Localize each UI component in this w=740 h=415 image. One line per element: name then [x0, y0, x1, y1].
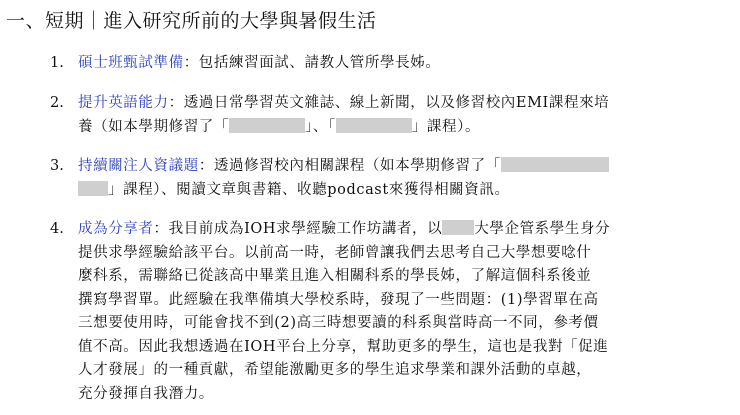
section-heading: 一、短期｜進入研究所前的大學與暑假生活 — [6, 10, 377, 32]
item-text: ：包括練習面試、請教人管所學長姊。 — [183, 55, 441, 71]
item-title: 提升英語能力 — [78, 95, 169, 111]
item-line — [78, 155, 728, 179]
item-text: 」課程）、閱讀文章與書籍、收聽podcast來獲得相關資訊。 — [108, 181, 510, 198]
item-number: 1. — [50, 55, 64, 71]
redacted-block — [501, 157, 609, 172]
item-line — [78, 179, 728, 203]
redacted-block — [229, 118, 305, 133]
item-line: 充分發揮自我潛力。 — [78, 385, 214, 402]
item-line — [78, 52, 728, 76]
item-line: 提供求學經驗給該平台。以前高一時，老師曾讓我們去思考自己大學想要唸什 — [78, 244, 592, 261]
item-line — [78, 116, 728, 140]
item-body — [78, 92, 728, 139]
item-title: 持續關注人資議題 — [78, 158, 199, 174]
item-text: 」、「 — [305, 118, 336, 135]
item-text: 大學企管系學生身分 — [474, 221, 611, 237]
item-line — [78, 92, 728, 116]
item-title: 成為分享者 — [78, 221, 154, 237]
redacted-block — [442, 220, 474, 235]
item-number: 2. — [50, 95, 64, 111]
item-line: 麼科系，需聯絡已從該高中畢業且進入相關科系的學長姊，了解這個科系後並 — [78, 268, 592, 284]
item-text: 」課程）。 — [411, 118, 481, 135]
redacted-block — [336, 118, 412, 133]
item-body — [78, 155, 728, 202]
redacted-block — [78, 181, 108, 196]
item-title: 碩士班甄試準備 — [78, 55, 184, 71]
item-number: 4. — [50, 221, 64, 237]
item-body — [78, 218, 728, 406]
item-body — [78, 52, 728, 76]
item-text: ：我目前成為IOH求學經驗工作坊講者，以 — [153, 221, 443, 237]
item-line: 撰寫學習單。此經驗在我準備填大學校系時，發現了一些問題：(1)學習單在高 — [78, 291, 599, 308]
item-number: 3. — [50, 158, 64, 174]
item-text: ：透過日常學習英文雜誌、線上新聞，以及修習校內EMI課程來培 — [168, 95, 610, 111]
item-text: 養（如本學期修習了「 — [78, 118, 229, 135]
item-line: 三想要使用時，可能會找不到(2)高三時想要讀的科系與當時高一不同，參考價 — [78, 315, 599, 331]
item-line: 值不高。因此我想透過在IOH平台上分享，幫助更多的學生，這也是我對「促進 — [78, 338, 609, 355]
item-line: 人才發展」的一種貢獻，希望能激勵更多的學生追求學業和課外活動的卓越， — [78, 362, 592, 378]
item-line — [78, 218, 728, 242]
item-text: ：透過修習校內相關課程（如本學期修習了「 — [198, 158, 501, 174]
